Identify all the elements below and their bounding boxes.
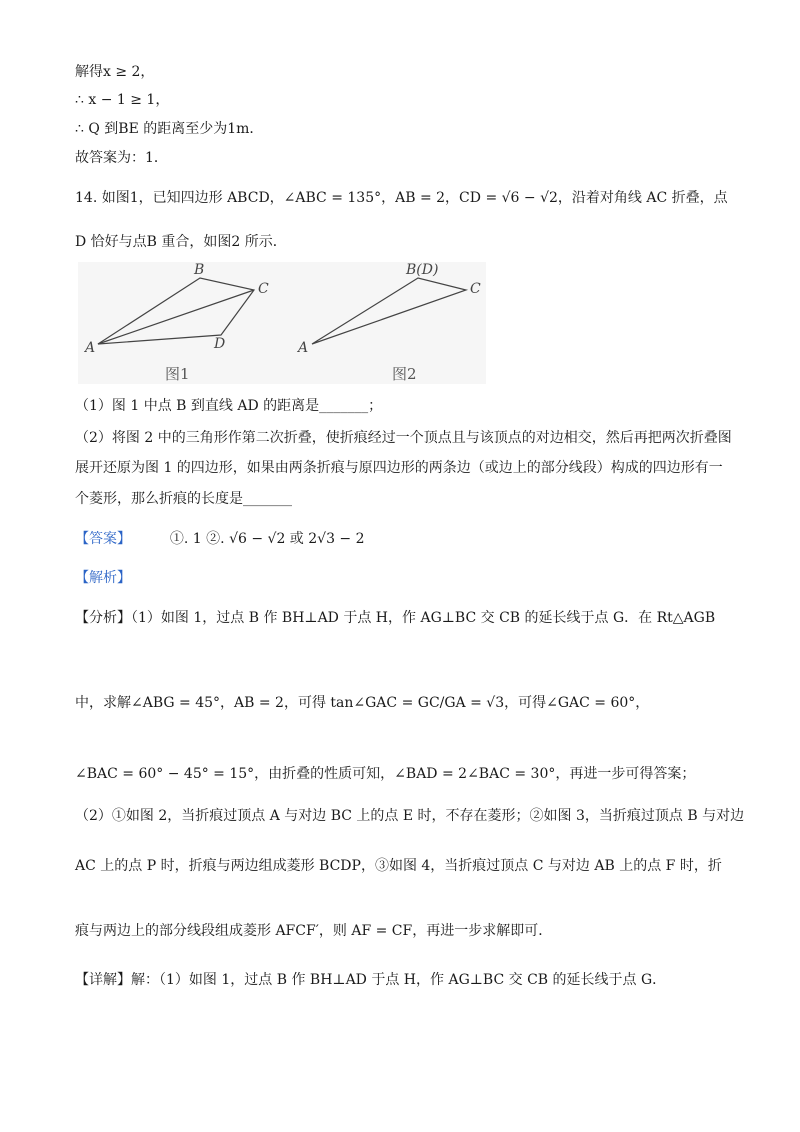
quadrilateral-abcd — [98, 278, 254, 344]
answer-row — [75, 529, 365, 549]
fig2-label-a: A — [298, 340, 309, 356]
figure-1 — [83, 262, 269, 356]
triangle-abc — [312, 278, 466, 344]
analysis-line2: 中，求解∠ABG = 45°，AB = 2，可得 tan∠GAC = GC/GA = √3，可得∠GAC = 60°， — [75, 695, 650, 711]
fig1-label-c: C — [258, 281, 269, 297]
diagonal-ac — [98, 290, 254, 344]
analysis-label: 【解析】 — [75, 570, 131, 586]
fig1-label-a: A — [85, 340, 96, 356]
figure-panel — [78, 262, 486, 384]
fig1-label-d: D — [214, 336, 226, 352]
part-2-line3: 个菱形，那么折痕的长度是_______ — [75, 491, 292, 507]
line-answer-prev: 故答案为：1． — [75, 150, 168, 166]
fig2-label-bd: B(D) — [406, 262, 439, 278]
part-2-line2: 展开还原为图 1 的四边形，如果由两条折痕与原四边形的两条边（或边上的部分线段）构成的四边形有一 — [75, 460, 723, 476]
question-14-line1: 14. 如图1，已知四边形 ABCD，∠ABC = 135°，AB = 2，CD = √6 − √2，沿着对角线 AC 折叠，点 — [75, 190, 728, 206]
analysis-line4: （2）①如图 2，当折痕过顶点 A 与对边 BC 上的点 E 时，不存在菱形；②如图 3，当折痕过顶点 B 与对边 — [75, 808, 745, 824]
line-solve: 解得x ≥ 2， — [75, 64, 155, 80]
detail-line1: 【详解】解：（1）如图 1，过点 B 作 BH⊥AD 于点 H，作 AG⊥BC 交 CB 的延长线于点 G． — [75, 972, 667, 988]
answer-label: 【答案】 — [75, 531, 131, 547]
figure-2 — [296, 262, 481, 356]
line-therefore-2: ∴ Q 到BE 的距离至少为1m． — [75, 121, 264, 137]
part-1: （1）图 1 中点 B 到直线 AD 的距离是_______； — [75, 398, 383, 414]
fig1-label-b: B — [194, 262, 205, 278]
fig2-label-c: C — [470, 281, 481, 297]
answer-body: ①. 1 ②. √6 − √2 或 2√3 − 2 — [169, 531, 365, 547]
analysis-line5: AC 上的点 P 时，折痕与两边组成菱形 BCDP，③如图 4，当折痕过顶点 C 与对边 AB 上的点 F 时，折 — [75, 858, 722, 874]
part-2-line1: （2）将图 2 中的三角形作第二次折叠，使折痕经过一个顶点且与该顶点的对边相交，然后再把两次折叠图 — [75, 430, 732, 446]
analysis-line6: 痕与两边上的部分线段组成菱形 AFCF′，则 AF = CF，再进一步求解即可． — [75, 923, 553, 939]
figure-2-caption: 图2 — [392, 365, 417, 383]
line-therefore-1: ∴ x − 1 ≥ 1， — [75, 92, 170, 108]
analysis-line1: 【分析】（1）如图 1，过点 B 作 BH⊥AD 于点 H，作 AG⊥BC 交 CB 的延长线于点 G．在 Rt△AGB — [75, 610, 716, 626]
analysis-line3: ∠BAC = 60° − 45° = 15°，由折叠的性质可知，∠BAD = 2∠BAC = 30°，再进一步可得答案； — [75, 766, 696, 782]
figure-1-caption: 图1 — [165, 365, 190, 383]
geometry-figures — [78, 262, 486, 384]
question-14-line2: D 恰好与点B 重合，如图2 所示． — [75, 234, 287, 250]
